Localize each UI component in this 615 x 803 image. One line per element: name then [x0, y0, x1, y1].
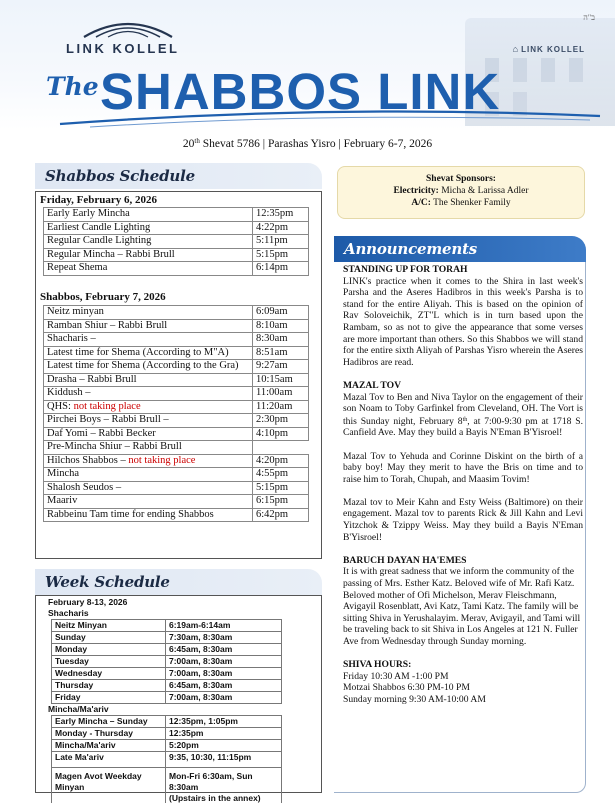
kollel-logo-icon	[82, 15, 174, 41]
table-row: Repeat Shema 6:14pm	[44, 262, 309, 276]
table-row: Late Ma'ariv 9:35, 10:30, 11:15pm	[52, 752, 282, 768]
announcement-text: Mazal Tov to Ben and Niva Taylor on the engagement of their son Noam to Toby Garfinkel from Cleveland, OH. The Vort is this Sunday night, February 8th, at 7:00-9:30 pm at 1718 S. Canfield Ave. May they build a Bayis N'Eman B'Yisroel!	[343, 391, 584, 439]
shabbos-table	[43, 305, 309, 522]
table-row: Wednesday 7:00am, 8:30am	[52, 668, 282, 680]
table-row: Hilchos Shabbos – not taking place 4:20pm	[44, 454, 309, 468]
shiva-hours-line: Sunday morning 9:30 AM-10:00 AM	[343, 693, 486, 705]
shabbos-schedule-banner: Shabbos Schedule	[35, 163, 322, 189]
table-row: Latest time for Shema (According to M"A) 8:51am	[44, 346, 309, 360]
table-row: Daf Yomi – Rabbi Becker 4:10pm	[44, 427, 309, 441]
table-row: Magen Avot Weekday Minyan Mon-Fri 6:30am, Sun 8:30am (Upstairs in the annex)	[52, 768, 282, 803]
mincha-table	[51, 715, 282, 803]
friday-heading: Friday, February 6, 2026	[40, 194, 158, 206]
announcement-text: LINK's practice when it comes to the Shira in last week's Parsha and the Aseres Hadibros in this week's Parsha is to stand for the entire Aliyah. This is based on the opinion of Rav Soloveichik, ZT"L which is in turn based upon the Rambam, so as not to give the appearance that some verses are more important than others. So this Shabbos we will stand for the entire sixth Aliyah of Parshas Yisro wherein the Aseres Hadibros are read.	[343, 275, 583, 368]
shiva-hours-line: Friday 10:30 AM -1:00 PM	[343, 670, 449, 682]
table-row: Latest time for Shema (According to the Gra) 9:27am	[44, 360, 309, 374]
announcement-text: Mazal Tov to Yehuda and Corinne Diskint on the birth of a baby boy! May they merit to have the Bris on time and to raise him to Torah, Chupah, and Maasim Tovim!	[343, 450, 583, 485]
table-row: Friday 7:00am, 8:30am	[52, 692, 282, 704]
building-sign: ⌂ LINK KOLLEL	[512, 44, 585, 54]
shabbos-heading: Shabbos, February 7, 2026	[40, 291, 166, 303]
announcements-body	[343, 264, 583, 706]
page-title: SHABBOS LINK	[100, 63, 501, 120]
bh-mark: ב"ה	[583, 13, 595, 22]
shacharis-label: Shacharis	[48, 608, 89, 618]
cancel-note: not taking place	[73, 400, 141, 412]
header-swoosh	[0, 110, 615, 130]
table-row: Ramban Shiur – Rabbi Brull 8:10am	[44, 319, 309, 333]
table-row: Shacharis – 8:30am	[44, 333, 309, 347]
week-range: February 8-13, 2026	[48, 597, 128, 607]
table-row: Maariv 6:15pm	[44, 495, 309, 509]
table-row: Early Mincha – Sunday 12:35pm, 1:05pm	[52, 716, 282, 728]
shabbos-schedule-box	[35, 191, 322, 559]
friday-table	[43, 207, 309, 276]
table-row: Thursday 6:45am, 8:30am	[52, 680, 282, 692]
week-schedule-banner: Week Schedule	[35, 569, 322, 595]
sponsors-title: Shevat Sponsors:	[426, 174, 496, 184]
table-row: Monday - Thursday 12:35pm	[52, 728, 282, 740]
table-row: Early Early Mincha 12:35pm	[44, 208, 309, 222]
shiva-hours-line: Motzai Shabbos 6:30 PM-10 PM	[343, 682, 470, 694]
table-row: Neitz Minyan 6:19am-6:14am	[52, 620, 282, 632]
table-row: Tuesday 7:00am, 8:30am	[52, 656, 282, 668]
table-row: Drasha – Rabbi Brull 10:15am	[44, 373, 309, 387]
issue-date-line: 20th Shevat 5786 | Parashas Yisro | February 6-7, 2026	[182, 137, 433, 150]
sponsors-box: Shevat Sponsors: Electricity: Micha & Larissa Adler A/C: The Shenker Family	[337, 166, 585, 219]
announcements-banner: Announcements	[334, 236, 586, 262]
section-heading: MAZAL TOV	[343, 379, 402, 391]
table-row: Neitz minyan 6:09am	[44, 306, 309, 320]
table-row: Mincha 4:55pm	[44, 468, 309, 482]
table-row: Pirchei Boys – Rabbi Brull – 2:30pm	[44, 414, 309, 428]
title-prefix: The	[46, 72, 99, 101]
table-row: Kiddush – 11:00am	[44, 387, 309, 401]
table-row: Monday 6:45am, 8:30am	[52, 644, 282, 656]
table-row: Regular Mincha – Rabbi Brull 5:15pm	[44, 248, 309, 262]
cancel-note: not taking place	[128, 454, 196, 466]
logo-wordmark: LINK KOLLEL	[66, 41, 180, 56]
announcement-text: Mazal tov to Meir Kahn and Esty Weiss (Baltimore) on their engagement. Mazal tov to parents Rick & Jill Kahn and Levi Yitzchok & Tzippy Weiss. May they build a Bayis N'Eman B'Yisroel!	[343, 496, 583, 543]
table-row: QHS: not taking place 11:20am	[44, 400, 309, 414]
shacharis-table	[51, 619, 282, 704]
section-heading: BARUCH DAYAN HA'EMES	[343, 554, 467, 566]
table-row: Rabbeinu Tam time for ending Shabbos 6:42pm	[44, 508, 309, 522]
announcement-text: It is with great sadness that we inform the community of the passing of Mrs. Esther Katz. Beloved wife of Mr. Rafi Katz. Beloved mother of Ofi Michelson, Merav Fleischmann, Avigayil Rosenblatt, Avi Katz, Tami Katz. The family will be sitting Shiva in Yerushalayim. Merav, Avigayil, and Tami will be traveling back to sit Shiva in Los Angeles at 121 N. Fuller Ave from Wednesday through Sunday morning.	[343, 566, 581, 647]
table-row: Regular Candle Lighting 5:11pm	[44, 235, 309, 249]
mincha-label: Mincha/Ma'ariv	[48, 704, 109, 714]
week-schedule-box	[35, 595, 322, 803]
table-row: Mincha/Ma'ariv 5:20pm	[52, 740, 282, 752]
table-row: Earliest Candle Lighting 4:22pm	[44, 221, 309, 235]
table-row: Pre-Mincha Shiur – Rabbi Brull	[44, 441, 309, 455]
section-heading: SHIVA HOURS:	[343, 659, 412, 671]
table-row: Sunday 7:30am, 8:30am	[52, 632, 282, 644]
table-row: Shalosh Seudos – 5:15pm	[44, 481, 309, 495]
section-heading: STANDING UP FOR TORAH	[343, 264, 468, 275]
masthead	[0, 0, 615, 130]
